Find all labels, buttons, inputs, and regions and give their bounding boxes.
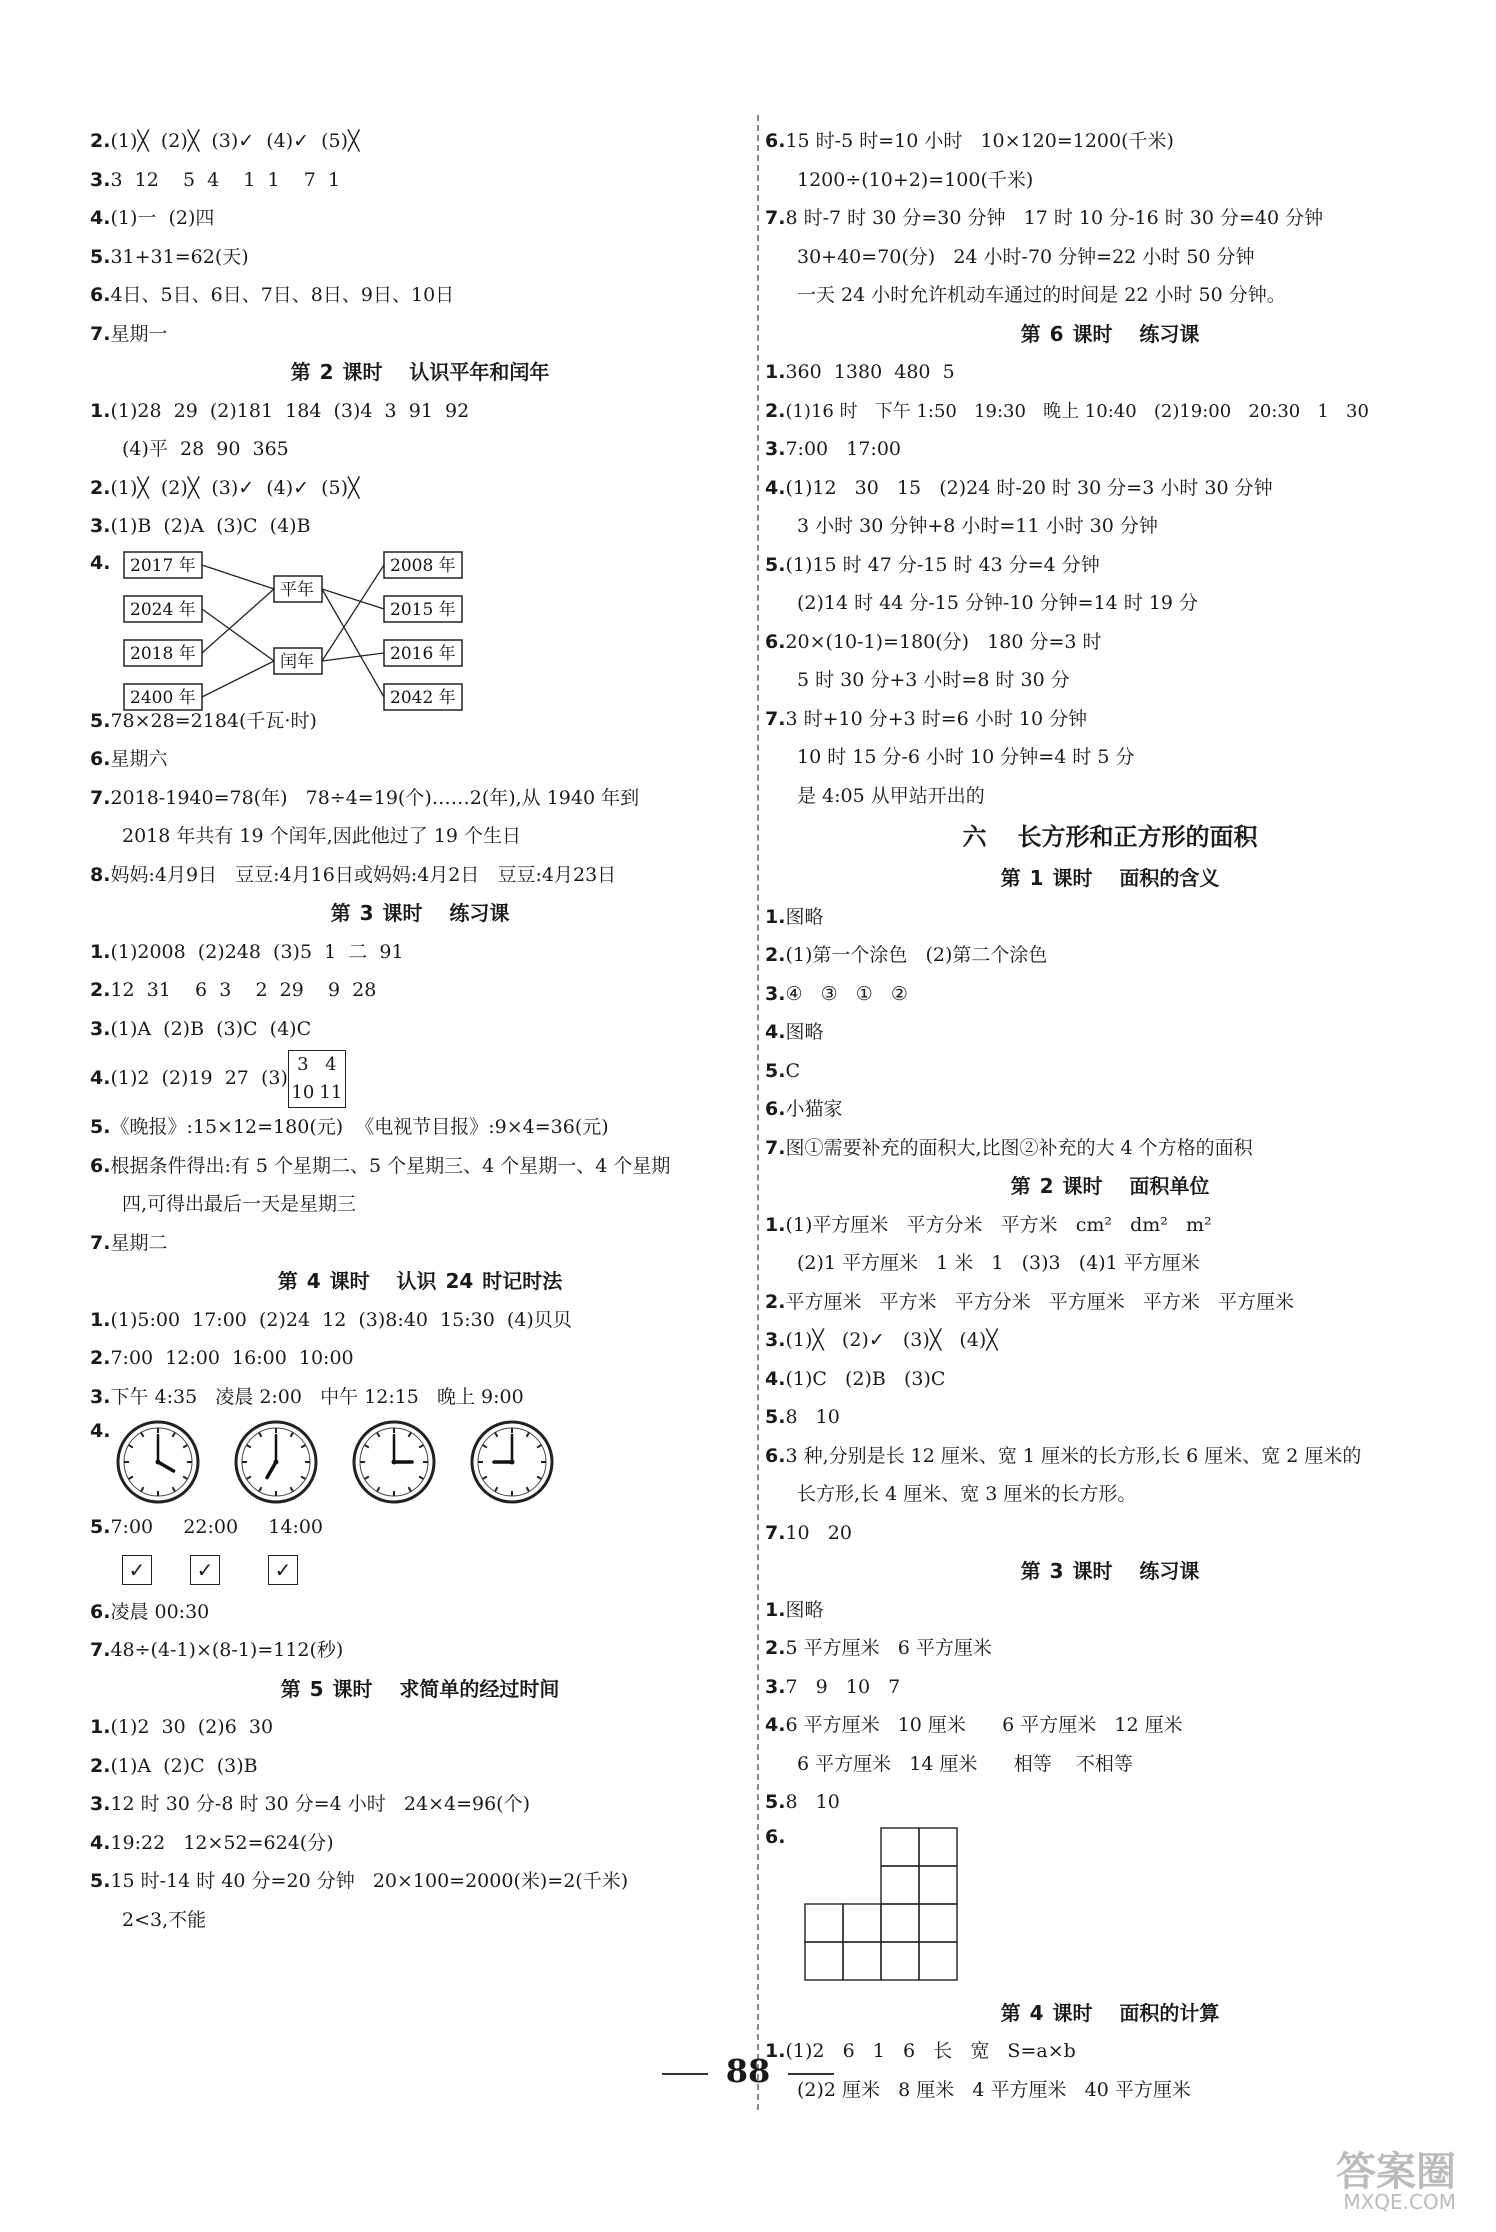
answer-line: 1.(1)平方厘米 平方分米 平方米 cm² dm² m² bbox=[765, 1213, 1212, 1236]
answer-line: 1.(1)5:00 17:00 (2)24 12 (3)8:40 15:30 (4)贝贝 bbox=[90, 1308, 572, 1331]
answer-line: 2.平方厘米 平方米 平方分米 平方厘米 平方米 平方厘米 bbox=[765, 1290, 1295, 1313]
answer-line: (4)平 28 90 365 bbox=[122, 438, 289, 460]
answer-line: 4.6 平方厘米 10 厘米 6 平方厘米 12 厘米 bbox=[765, 1714, 1183, 1736]
section-heading: 第 4 课时 面积的计算 bbox=[1000, 2000, 1220, 2025]
page-number: 88 bbox=[0, 2052, 1496, 2090]
hour-hand bbox=[158, 1462, 174, 1471]
clocks-figure: 4. bbox=[90, 1416, 750, 1508]
year-label: 2024 年 bbox=[130, 599, 196, 620]
year-label: 2016 年 bbox=[390, 643, 456, 664]
answer-line: 2.5 平方厘米 6 平方厘米 bbox=[765, 1637, 992, 1659]
check-box: ✓ bbox=[190, 1555, 220, 1585]
answer-line: 10 时 15 分-6 小时 10 分钟=4 时 5 分 bbox=[797, 746, 1135, 768]
answer-line: 5.C bbox=[765, 1059, 800, 1082]
clock-face bbox=[354, 1422, 434, 1502]
clock-face bbox=[118, 1422, 198, 1502]
answer-line: 2.12 31 6 3 2 29 9 28 bbox=[90, 979, 377, 1001]
answer-line: (2)1 平方厘米 1 米 1 (3)3 (4)1 平方厘米 bbox=[797, 1252, 1200, 1274]
answer-line: 8.妈妈:4月9日 豆豆:4月16日或妈妈:4月2日 豆豆:4月23日 bbox=[90, 863, 617, 886]
match-line bbox=[202, 565, 274, 589]
answer-line: 5 时 30 分+3 小时=8 时 30 分 bbox=[797, 669, 1070, 691]
answer-line: 2.(1)16 时 下午 1:50 19:30 晚上 10:40 (2)19:00 20:30 1 30 bbox=[765, 399, 1369, 422]
matching-diagram bbox=[122, 546, 456, 708]
answer-line: 7.2018-1940=78(年) 78÷4=19(个)……2(年),从 1940 年到 bbox=[90, 786, 640, 809]
answer-line: 3.12 时 30 分-8 时 30 分=4 小时 24×4=96(个) bbox=[90, 1793, 531, 1815]
check-box: ✓ bbox=[122, 1555, 152, 1585]
section-heading: 第 1 课时 面积的含义 bbox=[1000, 866, 1220, 890]
section-heading: 第 2 课时 认识平年和闰年 bbox=[290, 360, 550, 384]
match-line bbox=[322, 653, 384, 661]
answer-line: 5.15 时-14 时 40 分=20 分钟 20×100=2000(米)=2(千米) bbox=[90, 1870, 629, 1892]
answer-line: 3.3 12 5 4 1 1 7 1 bbox=[90, 168, 341, 191]
grid-figure: 6. bbox=[765, 1822, 1455, 1994]
year-label: 2042 年 bbox=[390, 687, 456, 708]
answer-line: 2.(1)╳ (2)╳ (3)✓ (4)✓ (5)╳ bbox=[90, 476, 360, 499]
year-label: 2018 年 bbox=[130, 643, 196, 664]
answer-line: 3 小时 30 分钟+8 小时=11 小时 30 分钟 bbox=[797, 515, 1158, 537]
answer-line: 6.4日、5日、6日、7日、8日、9日、10日 bbox=[90, 284, 455, 306]
area-grid-diagram bbox=[805, 1824, 1005, 1992]
left-column bbox=[90, 122, 750, 1939]
year-label: 2017 年 bbox=[130, 555, 196, 576]
answer-line: 4.(1)C (2)B (3)C bbox=[765, 1367, 946, 1390]
answer-line: 6.小猫家 bbox=[765, 1098, 843, 1120]
answer-line: 1.360 1380 480 5 bbox=[765, 361, 955, 383]
answer-line: 1200÷(10+2)=100(千米) bbox=[797, 168, 1034, 191]
answer-line: 4.(1)2 (2)19 27 (3)3 4 10 11 bbox=[90, 1048, 750, 1108]
answer-line: 3.7 9 10 7 bbox=[765, 1675, 901, 1698]
answer-line: 6 平方厘米 14 厘米 相等 不相等 bbox=[797, 1752, 1133, 1775]
right-column bbox=[765, 122, 1455, 2109]
answer-line: 3.7:00 17:00 bbox=[765, 438, 901, 460]
answer-line: 5.78×28=2184(千瓦·时) bbox=[90, 709, 317, 732]
answer-line: 5.(1)15 时 47 分-15 时 43 分=4 分钟 bbox=[765, 553, 1100, 576]
clock-face bbox=[236, 1422, 316, 1502]
answer-line: 1.(1)2 6 1 6 长 宽 S=a×b bbox=[765, 2040, 1076, 2062]
answer-line: 6.凌晨 00:30 bbox=[90, 1600, 210, 1623]
answer-line: 7.10 20 bbox=[765, 1521, 852, 1544]
answer-line: 3.④ ③ ① ② bbox=[765, 982, 908, 1005]
answer-line: 4.图略 bbox=[765, 1021, 824, 1043]
answer-line: 6.根据条件得出:有 5 个星期二、5 个星期三、4 个星期一、4 个星期 bbox=[90, 1154, 671, 1177]
answer-line: 30+40=70(分) 24 小时-70 分钟=22 小时 50 分钟 bbox=[797, 245, 1255, 268]
check-box: ✓ bbox=[268, 1555, 298, 1585]
answer-line: 4.(1)12 30 15 (2)24 时-20 时 30 分=3 小时 30 分钟 bbox=[765, 476, 1273, 499]
watermark-logo: 答案圈 bbox=[1336, 2149, 1456, 2195]
answer-line: 1.图略 bbox=[765, 1598, 824, 1621]
section-heading: 第 2 课时 面积单位 bbox=[1010, 1174, 1210, 1198]
answer-line: 3.(1)A (2)B (3)C (4)C bbox=[90, 1017, 312, 1040]
answer-line: 6.20×(10-1)=180(分) 180 分=3 时 bbox=[765, 630, 1102, 653]
clock-faces bbox=[112, 1416, 552, 1508]
category-label: 闰年 bbox=[280, 651, 314, 672]
answer-line: 长方形,长 4 厘米、宽 3 厘米的长方形。 bbox=[797, 1483, 1137, 1505]
answer-line: 7.3 时+10 分+3 时=6 小时 10 分钟 bbox=[765, 707, 1088, 730]
answer-line: 一天 24 小时允许机动车通过的时间是 22 小时 50 分钟。 bbox=[797, 284, 1286, 306]
category-label: 平年 bbox=[280, 579, 314, 600]
section-heading: 第 3 课时 练习课 bbox=[1020, 1559, 1200, 1583]
answer-line: 7.8 时-7 时 30 分=30 分钟 17 时 10 分-16 时 30 分=40 分钟 bbox=[765, 207, 1324, 229]
answer-line: 7.48÷(4-1)×(8-1)=112(秒) bbox=[90, 1639, 344, 1661]
answer-line: 1.(1)28 29 (2)181 184 (3)4 3 91 92 bbox=[90, 399, 470, 422]
answer-line: 四,可得出最后一天是星期三 bbox=[122, 1193, 357, 1215]
match-line bbox=[322, 565, 384, 661]
answer-line: 2<3,不能 bbox=[122, 1908, 207, 1931]
clock-face bbox=[472, 1422, 552, 1502]
answer-line: (2)14 时 44 分-15 分钟-10 分钟=14 时 19 分 bbox=[797, 592, 1199, 614]
section-heading: 第 5 课时 求简单的经过时间 bbox=[280, 1676, 560, 1701]
year-label: 2400 年 bbox=[130, 687, 196, 708]
section-heading: 第 4 课时 认识 24 时记时法 bbox=[277, 1269, 563, 1293]
answer-line: 3.(1)╳ (2)✓ (3)╳ (4)╳ bbox=[765, 1329, 998, 1351]
matching-figure: 4. 2017 年 2024 年 2018 年 2400 年 2008 年 2015 年 2016 年 2042 年 平年 闰年 bbox=[90, 546, 750, 702]
answer-line: 1.(1)2 30 (2)6 30 bbox=[90, 1716, 274, 1738]
answer-line: 5.7:00 22:00 14:00 bbox=[90, 1516, 324, 1538]
year-label: 2008 年 bbox=[390, 555, 456, 576]
hour-hand bbox=[267, 1462, 276, 1478]
answer-line: 2.(1)A (2)C (3)B bbox=[90, 1754, 258, 1777]
answer-line: 4.19:22 12×52=624(分) bbox=[90, 1831, 334, 1854]
answer-line: 5.31+31=62(天) bbox=[90, 245, 249, 268]
answer-line: 2.7:00 12:00 16:00 10:00 bbox=[90, 1347, 354, 1369]
column-divider bbox=[757, 115, 759, 2110]
match-line bbox=[202, 661, 274, 697]
calendar-grid: 3 4 10 11 bbox=[288, 1050, 346, 1108]
answer-line: (2)2 厘米 8 厘米 4 平方厘米 40 平方厘米 bbox=[797, 2078, 1191, 2101]
answer-line: 2.(1)╳ (2)╳ (3)✓ (4)✓ (5)╳ bbox=[90, 130, 360, 152]
section-heading: 第 3 课时 练习课 bbox=[330, 901, 510, 925]
match-line bbox=[202, 589, 274, 653]
answer-line: 5.8 10 bbox=[765, 1791, 840, 1813]
answer-line: 7.星期一 bbox=[90, 322, 168, 345]
unit-heading: 六 长方形和正方形的面积 bbox=[962, 823, 1258, 851]
answer-line: 2018 年共有 19 个闰年,因此他过了 19 个生日 bbox=[122, 825, 521, 847]
answer-line: 6.15 时-5 时=10 小时 10×120=1200(千米) bbox=[765, 130, 1174, 152]
watermark-url: MXQE.COM bbox=[1343, 2190, 1456, 2214]
year-label: 2015 年 bbox=[390, 599, 456, 620]
answer-line: 6.星期六 bbox=[90, 748, 168, 770]
answer-line: 5.8 10 bbox=[765, 1406, 840, 1428]
answer-line: 2.(1)第一个涂色 (2)第二个涂色 bbox=[765, 944, 1048, 966]
answer-line: 7.图①需要补充的面积大,比图②补充的大 4 个方格的面积 bbox=[765, 1136, 1253, 1159]
answer-line: 6.3 种,分别是长 12 厘米、宽 1 厘米的长方形,长 6 厘米、宽 2 厘米的 bbox=[765, 1444, 1362, 1467]
answer-line: 1.(1)2008 (2)248 (3)5 1 二 91 bbox=[90, 940, 404, 963]
answer-line: 1.图略 bbox=[765, 905, 824, 928]
answer-line: 是 4:05 从甲站开出的 bbox=[797, 784, 985, 807]
match-line bbox=[322, 589, 384, 697]
answer-line: 3.(1)B (2)A (3)C (4)B bbox=[90, 515, 311, 537]
answer-line: 4.(1)一 (2)四 bbox=[90, 207, 215, 229]
check-boxes bbox=[90, 1547, 750, 1593]
answer-line: 5.《晚报》:15×12=180(元) 《电视节目报》:9×4=36(元) bbox=[90, 1116, 609, 1138]
answer-line: 3.下午 4:35 凌晨 2:00 中午 12:15 晚上 9:00 bbox=[90, 1385, 524, 1408]
section-heading: 第 6 课时 练习课 bbox=[1020, 321, 1200, 346]
answer-line: 7.星期二 bbox=[90, 1231, 168, 1254]
match-line bbox=[202, 609, 274, 661]
